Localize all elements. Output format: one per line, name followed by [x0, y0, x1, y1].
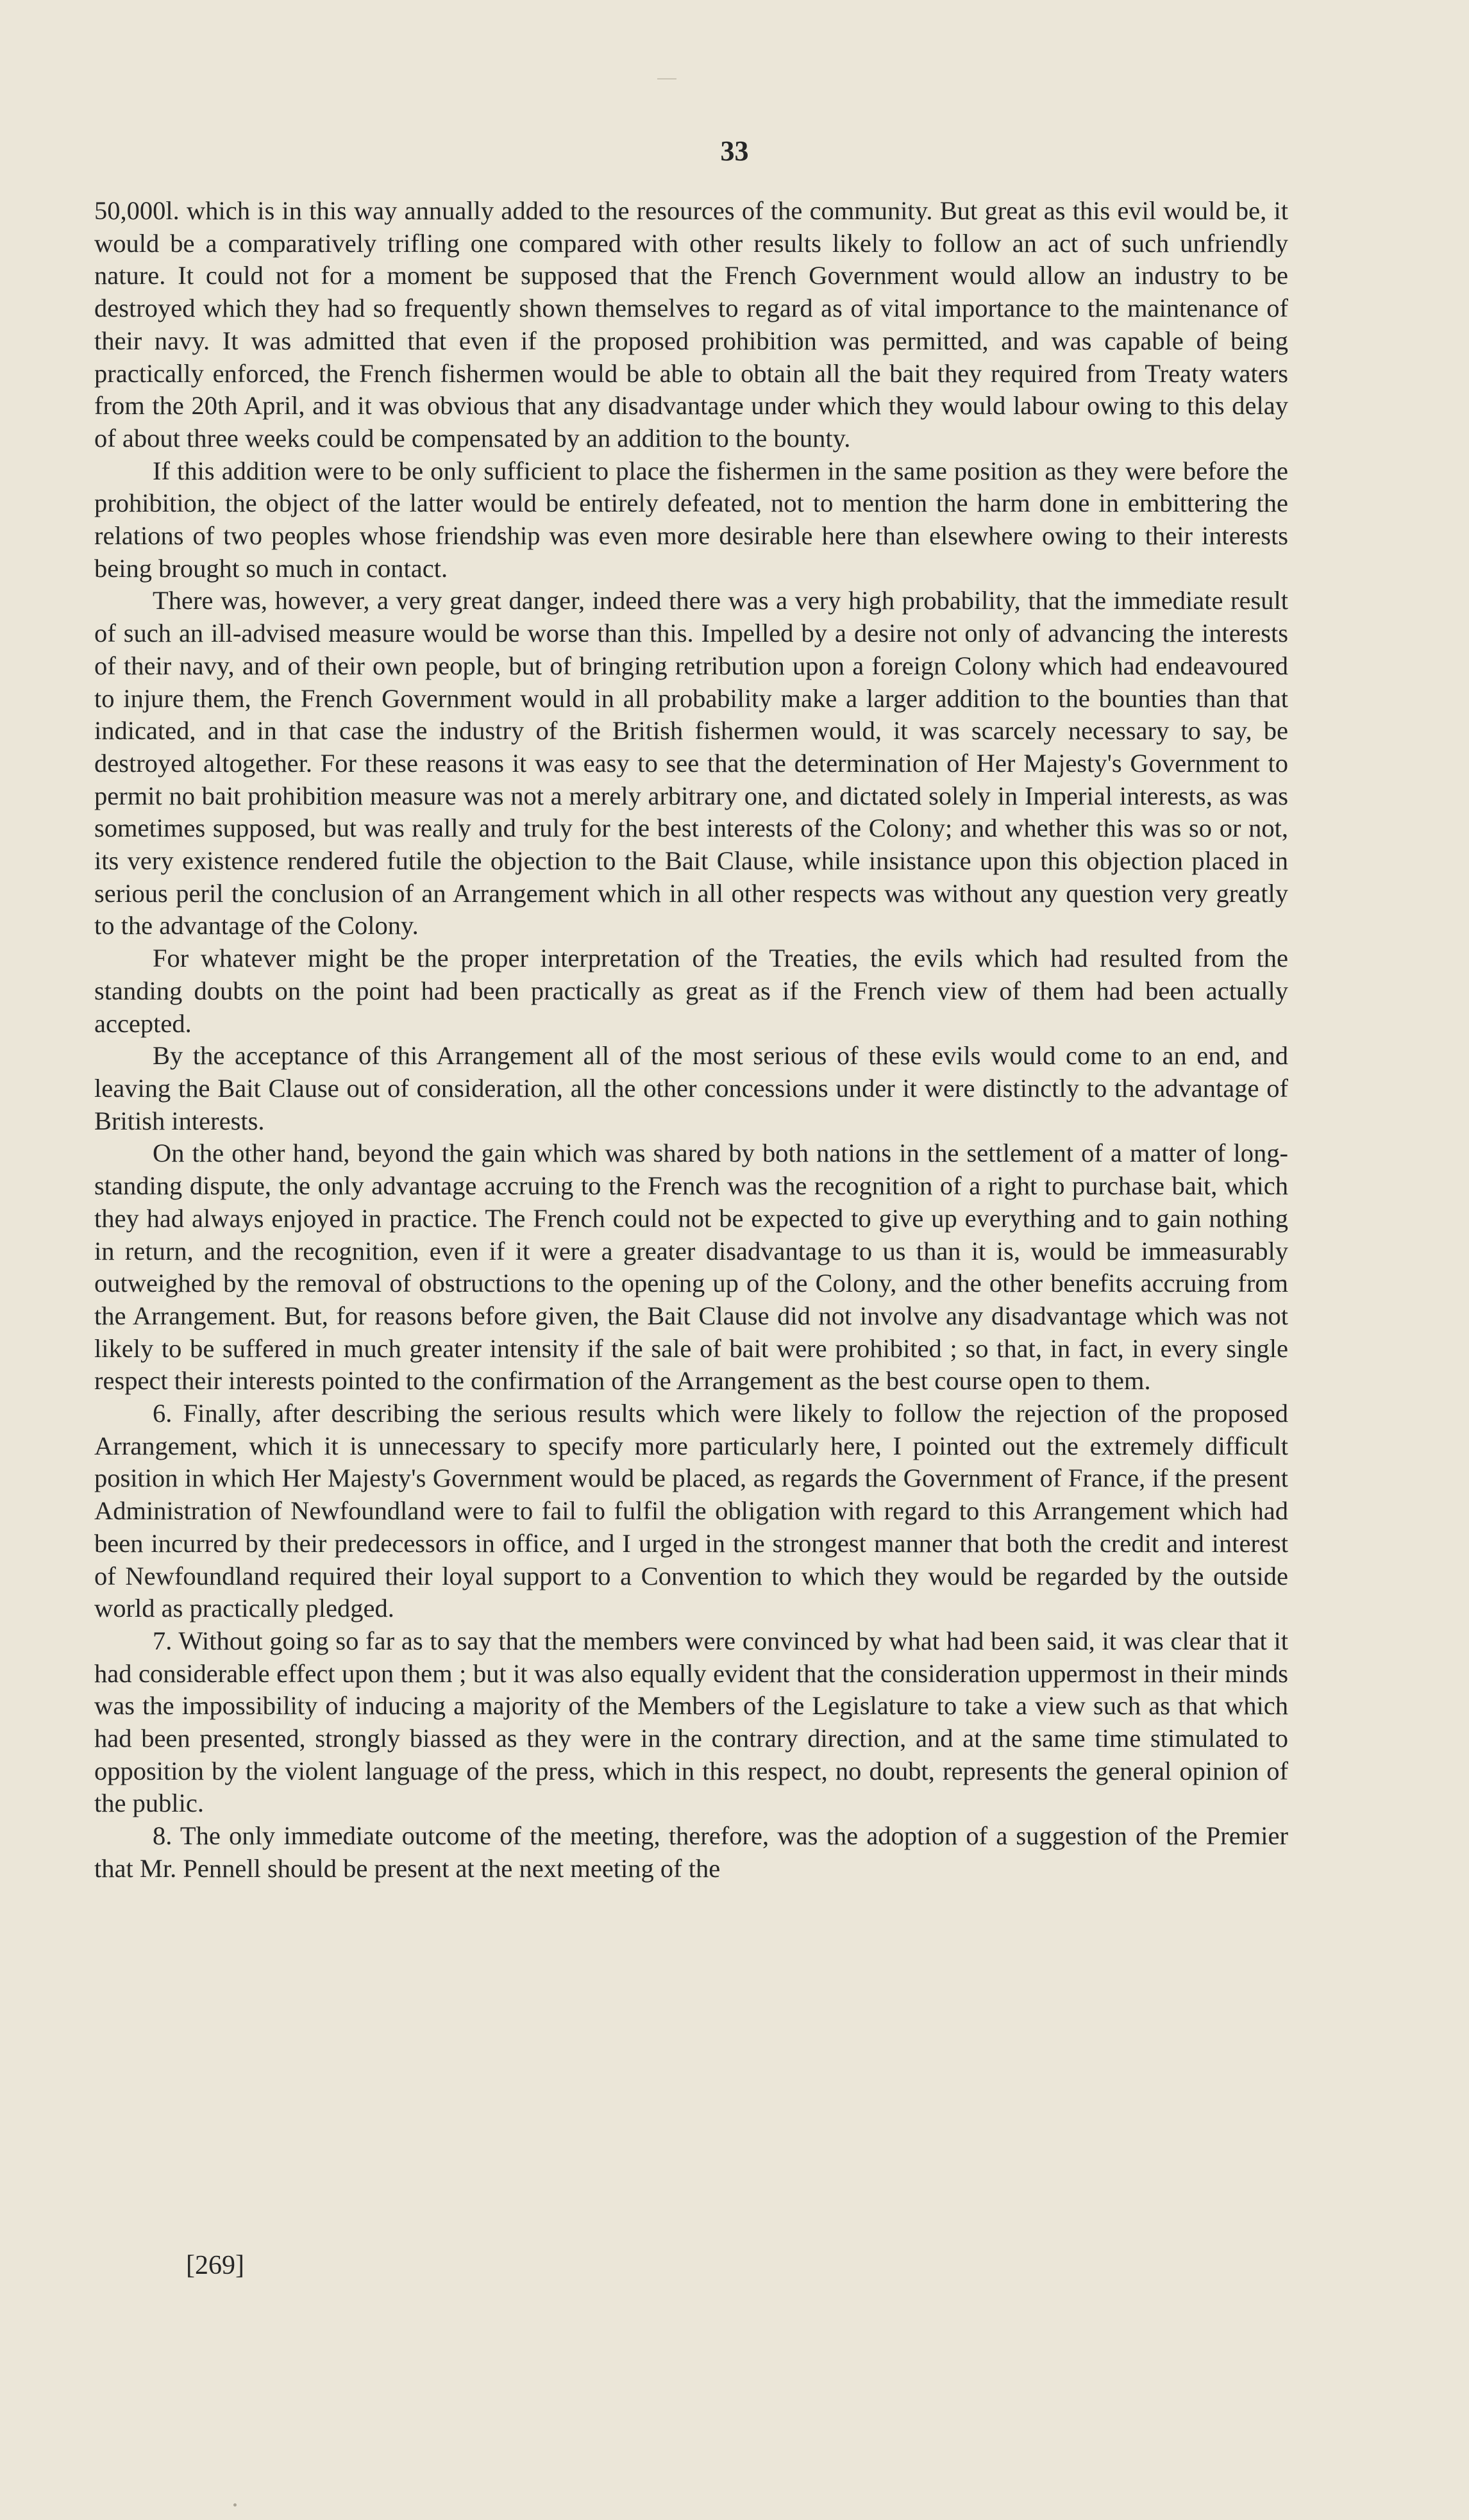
body-text: [94, 195, 1288, 1885]
paragraph-section-8: 8. The only immediate outcome of the meeting, therefore, was the adoption of a suggestion of the Premier that Mr. Pennell should be present at the next meeting of the: [94, 1821, 1288, 1883]
paragraph: 50,000l. which is in this way annually added to the resources of the community. But great as this evil would be, it would be a comparatively trifling one compared with other results likely to follow an act of such unfriendly nature. It could not for a moment be supposed that the French Government would allow an industry to be destroyed which they had so frequently shown themselves to regard as of vital importance to the maintenance of their navy. It was admitted that even if the proposed prohibition was permitted, and was capable of being practically enforced, the French fishermen would be able to obtain all the bait they required from Treaty waters from the 20th April, and it was obvious that any disadvantage under which they would labour owing to this delay of about three weeks could be compensated by an addition to the bounty.: [94, 196, 1288, 453]
signature-mark: [269]: [186, 2251, 244, 2280]
paragraph: If this addition were to be only sufficient to place the fishermen in the same position as they were before the prohibition, the object of the latter would be entirely defeated, not to mention the harm done in embittering the relations of two peoples whose friendship was even more desirable here than elsewhere owing to their interests being brought so much in contact.: [94, 456, 1288, 583]
paragraph: There was, however, a very great danger, indeed there was a very high probability, that the immediate result of such an ill-advised measure would be worse than this. Impelled by a desire not only of advancing the interests of their navy, and of their own people, but of bringing retribution upon a foreign Colony which had endeavoured to injure them, the French Government would in all probability make a larger addition to the bounties than that indicated, and in that case the industry of the British fishermen would, it was scarcely necessary to say, be destroyed altogether. For these reasons it was easy to see that the determination of Her Majesty's Government to permit no bait prohibition measure was not a merely arbitrary one, and dictated solely in Imperial interests, as was sometimes supposed, but was really and truly for the best interests of the Colony; and whether this was so or not, its very existence rendered futile the objection to the Bait Clause, while insistance upon this objection placed in serious peril the conclusion of an Arrangement which in all other respects was without any question very greatly to the advantage of the Colony.: [94, 586, 1288, 940]
paragraph: For whatever might be the proper interpretation of the Treaties, the evils which had resulted from the standing doubts on the point had been practically as great as if the French view of them had been actually accepted.: [94, 944, 1288, 1038]
paragraph: On the other hand, beyond the gain which was shared by both nations in the settlement of a matter of long-standing dispute, the only advantage accruing to the French was the recognition of a right to purchase bait, which they had always enjoyed in practice. The French could not be expected to give up everything and to gain nothing in return, and the recognition, even if it were a greater disadvantage to us than it is, would be immeasurably outweighed by the removal of obstructions to the opening up of the Colony, and the other benefits accruing from the Arrangement. But, for reasons before given, the Bait Clause did not involve any disadvantage which was not likely to be suffered in much greater intensity if the sale of bait were prohibited ; so that, in fact, in every single respect their interests pointed to the confirmation of the Arrangement as the best course open to them.: [94, 1139, 1288, 1396]
top-rule-mark: [657, 78, 676, 79]
paper-speck: [233, 2503, 237, 2507]
paragraph-section-7: 7. Without going so far as to say that the members were convinced by what had been said, it was clear that it had considerable effect upon them ; but it was also equally evident that the consideration uppermost in their minds was the impossibility of inducing a majority of the Members of the Legislature to take a view such as that which had been presented, strongly biassed as they were in the contrary direction, and at the same time stimulated to opposition by the violent language of the press, which in this respect, no doubt, represents the general opinion of the public.: [94, 1626, 1288, 1818]
paragraph: By the acceptance of this Arrangement all of the most serious of these evils would come to an end, and leaving the Bait Clause out of consideration, all the other concessions under it were distinctly to the advantage of British interests.: [94, 1041, 1288, 1135]
paragraph-section-6: 6. Finally, after describing the serious results which were likely to follow the rejection of the proposed Arrangement, which it is unnecessary to specify more particularly here, I pointed out the extremely difficult position in which Her Majesty's Government would be placed, as regards the Government of France, if the present Administration of Newfoundland were to fail to fulfil the obligation with regard to this Arrangement which had been incurred by their predecessors in office, and I urged in the strongest manner that both the credit and interest of Newfoundland required their loyal support to a Convention to which they would be regarded by the outside world as practically pledged.: [94, 1399, 1288, 1623]
page-number: 33: [720, 135, 749, 167]
